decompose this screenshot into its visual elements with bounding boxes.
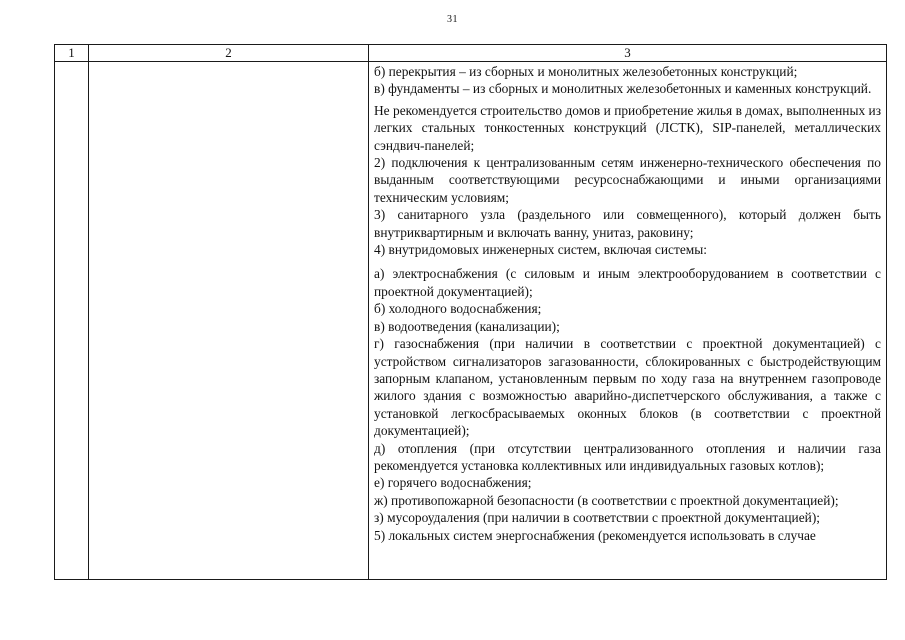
paragraph: ж) противопожарной безопасности (в соответствии с проектной документацией); xyxy=(374,492,839,508)
paragraph: з) мусороудаления (при наличии в соответствии с проектной документацией); xyxy=(374,510,820,526)
paragraph: е) горячего водоснабжения; xyxy=(374,475,532,491)
column-header-2: 2 xyxy=(89,45,369,62)
paragraph: 3) санитарного узла (раздельного или совмещенного), который должен быть внутриквартирным и включать ванну, унитаз, раковину; xyxy=(374,207,881,240)
cell-column-2 xyxy=(89,62,369,580)
cell-column-3 xyxy=(369,62,887,580)
paragraph: б) перекрытия – из сборных и монолитных железобетонных конструкций; xyxy=(374,64,798,79)
paragraph: 5) локальных систем энергоснабжения (рекомендуется использовать в случае xyxy=(374,527,816,543)
header-row xyxy=(55,45,887,62)
paragraph: г) газоснабжения (при наличии в соответствии с проектной документацией) с устройством сигнализаторов загазованности, сблокированных с быстродействующим запорным клапаном, установленным первым по ходу газа на внутреннем газопроводе жилого здания с возможностью аварийно-диспетчерского обслуживания, а также с установкой легкосбрасываемых оконных блоков (в соответствии с проектной документацией); xyxy=(374,336,881,439)
paragraph: 2) подключения к централизованным сетям инженерно-технического обеспечения по выданным соответствующими ресурсоснабжающими и иными организациями техническим условиям; xyxy=(374,155,881,205)
paragraph: в) водоотведения (канализации); xyxy=(374,318,560,334)
column-header-1: 1 xyxy=(55,45,89,62)
page-number: 31 xyxy=(447,14,458,25)
paragraph: б) холодного водоснабжения; xyxy=(374,301,542,317)
requirements-text xyxy=(369,62,886,544)
document-table xyxy=(54,44,887,580)
paragraph: Не рекомендуется строительство домов и приобретение жилья в домах, выполненных из легких стальных тонкостенных конструкций (ЛСТК), SIP-панелей, металлических сэндвич-панелей; xyxy=(374,102,881,153)
paragraph: д) отопления (при отсутствии централизованного отопления и наличии газа рекомендуется установка коллективных или индивидуальных газовых котлов); xyxy=(374,440,881,473)
paragraph: а) электроснабжения (с силовым и иным электрооборудованием в соответствии с проектной документацией); xyxy=(374,266,881,299)
paragraph: в) фундаменты – из сборных и монолитных железобетонных и каменных конструкций. xyxy=(374,81,872,97)
column-header-3: 3 xyxy=(369,45,887,62)
table-row xyxy=(55,62,887,580)
paragraph: 4) внутридомовых инженерных систем, включая системы: xyxy=(374,242,707,258)
cell-column-1 xyxy=(55,62,89,580)
table-header xyxy=(55,45,887,62)
